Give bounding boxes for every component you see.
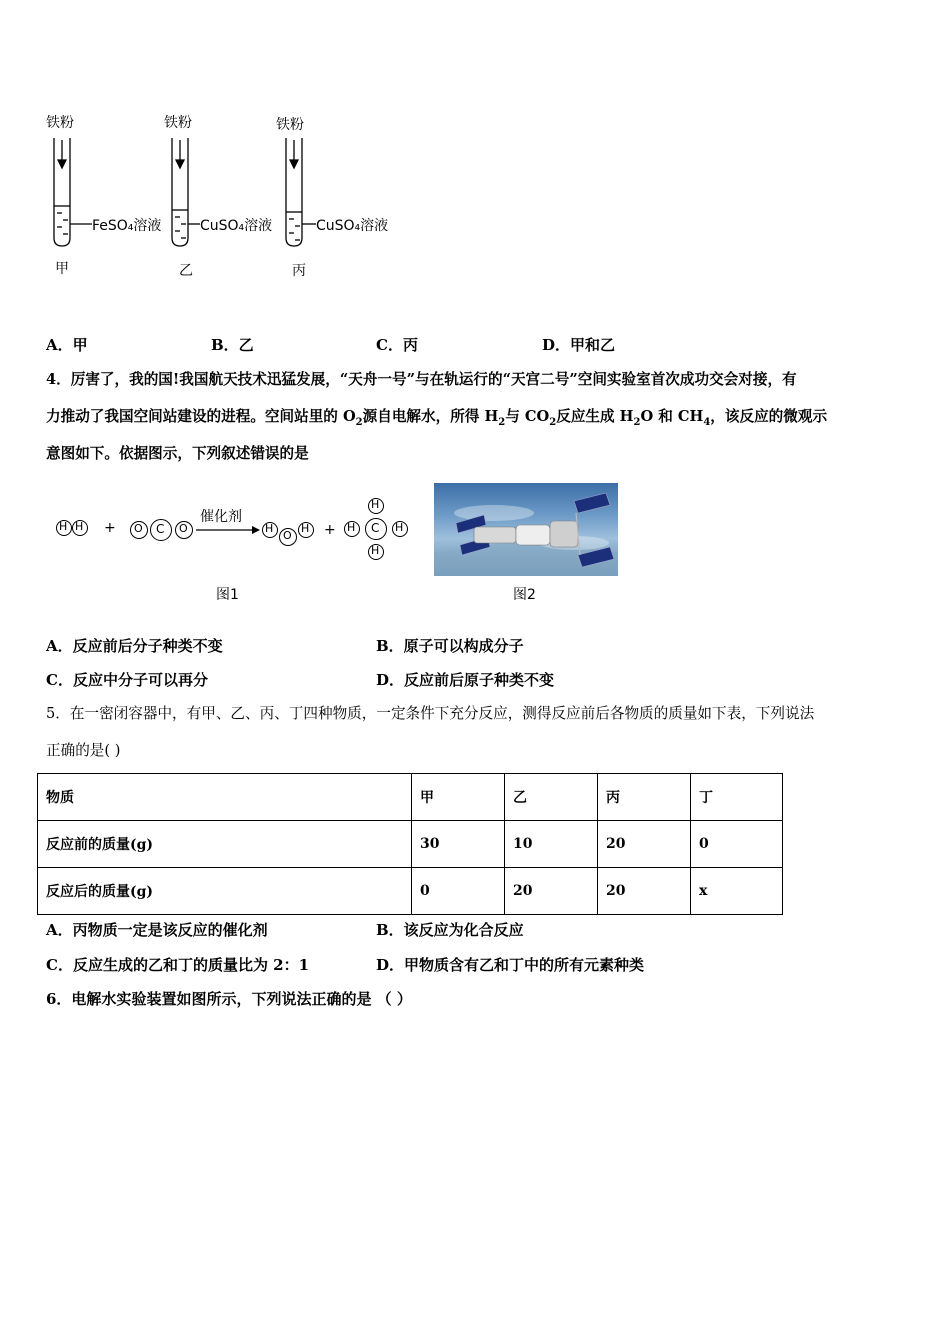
header-cell: 丁 bbox=[691, 774, 783, 821]
test-tube-figure bbox=[40, 108, 420, 283]
solution-label-1: FeSO₄溶液 bbox=[92, 218, 162, 234]
reagent-label-1: 铁粉 bbox=[46, 115, 74, 131]
atom-h-4: H bbox=[301, 522, 310, 535]
q6-line-1: 6．电解水实验装置如图所示，下列说法正确的是 （ ） bbox=[46, 990, 412, 1008]
table-cell: 反应后的质量(g) bbox=[38, 868, 412, 915]
solution-label-2: CuSO₄溶液 bbox=[200, 218, 273, 234]
q4-sub-2b: 2 bbox=[498, 416, 506, 428]
table-cell: 20 bbox=[598, 821, 691, 868]
q4-line-2-f: ，该反应的微观示 bbox=[710, 408, 828, 425]
tube-name-3: 丙 bbox=[292, 263, 306, 279]
table-row bbox=[38, 821, 783, 868]
space-station-drawing bbox=[434, 483, 618, 576]
q5-line-2: 正确的是( ) bbox=[46, 742, 121, 759]
table-cell: 0 bbox=[691, 821, 783, 868]
table-cell: 反应前的质量(g) bbox=[38, 821, 412, 868]
reagent-label-2: 铁粉 bbox=[164, 115, 192, 131]
q4-line-3: 意图如下。依据图示，下列叙述错误的是 bbox=[46, 445, 309, 462]
reagent-label-3: 铁粉 bbox=[276, 117, 304, 133]
q4-sub-2c: 2 bbox=[549, 416, 557, 428]
table-cell: 30 bbox=[412, 821, 505, 868]
atom-h-7: H bbox=[395, 521, 404, 534]
mass-table bbox=[37, 773, 783, 915]
space-station-image bbox=[434, 483, 618, 576]
q4-sub-2a: 2 bbox=[355, 416, 363, 428]
header-cell: 丙 bbox=[598, 774, 691, 821]
q4-line-2 bbox=[46, 407, 827, 433]
q4-option-b: B．原子可以构成分子 bbox=[376, 637, 524, 655]
atom-h-1: H bbox=[59, 520, 68, 533]
table-cell: 20 bbox=[598, 868, 691, 915]
q5-option-c: C．反应生成的乙和丁的质量比为 2：1 bbox=[46, 956, 310, 974]
q3-option-a: A．甲 bbox=[46, 336, 88, 354]
q4-sub-2d: 2 bbox=[633, 416, 641, 428]
test-tube-drawing bbox=[40, 108, 420, 283]
atom-c-2: C bbox=[371, 521, 380, 535]
header-cell: 乙 bbox=[505, 774, 598, 821]
catalyst-label: 催化剂 bbox=[200, 509, 242, 525]
atom-h-2: H bbox=[75, 520, 84, 533]
table-header-row bbox=[38, 774, 783, 821]
header-cell: 甲 bbox=[412, 774, 505, 821]
plus-2: + bbox=[324, 522, 336, 538]
q5-option-b: B．该反应为化合反应 bbox=[376, 921, 524, 939]
table-cell: x bbox=[691, 868, 783, 915]
q4-line-2-e: O 和 CH bbox=[640, 408, 704, 425]
table-row bbox=[38, 868, 783, 915]
tube-name-2: 乙 bbox=[179, 263, 193, 279]
fig2-label: 图2 bbox=[513, 587, 536, 603]
reaction-diagram bbox=[52, 492, 422, 564]
solution-label-3: CuSO₄溶液 bbox=[316, 218, 389, 234]
table-cell: 0 bbox=[412, 868, 505, 915]
atom-o-1: O bbox=[134, 522, 143, 535]
q4-option-a: A．反应前后分子种类不变 bbox=[46, 637, 223, 655]
q4-sub-4: 4 bbox=[703, 416, 711, 428]
q3-option-c: C．丙 bbox=[376, 336, 418, 354]
q4-line-1: 4．厉害了，我的国!我国航天技术迅猛发展，“天舟一号”与在轨运行的“天宫二号”空间实验室首次成功交会对接，有 bbox=[46, 371, 797, 388]
q4-line-2-c: 与 CO bbox=[505, 408, 550, 425]
q5-line-1: 5．在一密闭容器中，有甲、乙、丙、丁四种物质，一定条件下充分反应，测得反应前后各物质的质量如下表，下列说法 bbox=[46, 705, 815, 722]
table-cell: 10 bbox=[505, 821, 598, 868]
atom-h-3: H bbox=[265, 522, 274, 535]
q3-option-b: B．乙 bbox=[211, 336, 254, 354]
atom-o-3: O bbox=[283, 529, 292, 542]
tube-name-1: 甲 bbox=[55, 261, 69, 277]
atom-h-8: H bbox=[371, 544, 380, 557]
plus-1: + bbox=[104, 520, 116, 536]
atom-h-5: H bbox=[371, 498, 380, 511]
table-cell: 20 bbox=[505, 868, 598, 915]
q4-option-c: C．反应中分子可以再分 bbox=[46, 671, 208, 689]
q4-line-2-b: 源自电解水，所得 H bbox=[362, 408, 499, 425]
q5-option-a: A．丙物质一定是该反应的催化剂 bbox=[46, 921, 268, 939]
q5-option-d: D．甲物质含有乙和丁中的所有元素种类 bbox=[376, 956, 645, 974]
q4-line-2-d: 反应生成 H bbox=[556, 408, 634, 425]
q4-option-d: D．反应前后原子种类不变 bbox=[376, 671, 555, 689]
fig1-label: 图1 bbox=[216, 587, 239, 603]
atom-c-1: C bbox=[156, 522, 165, 536]
q4-line-2-a: 力推动了我国空间站建设的进程。空间站里的 O bbox=[46, 408, 356, 425]
header-cell: 物质 bbox=[38, 774, 412, 821]
atom-o-2: O bbox=[179, 522, 188, 535]
atom-h-6: H bbox=[347, 521, 356, 534]
q3-option-d: D．甲和乙 bbox=[542, 336, 616, 354]
